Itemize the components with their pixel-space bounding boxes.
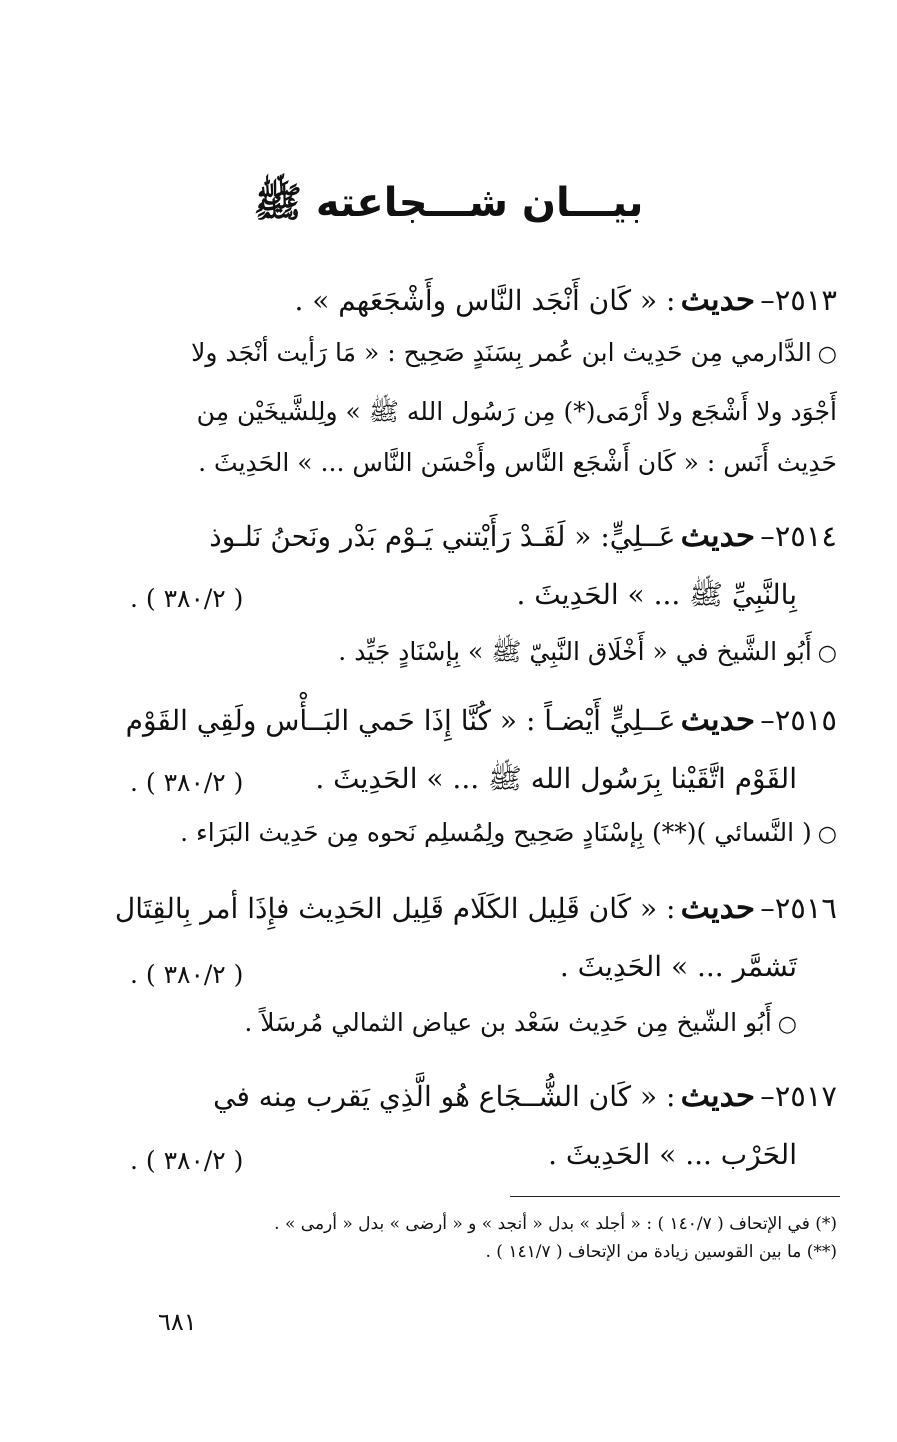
source-reference: ( ٣٨٠/٢ ) . — [130, 1146, 244, 1175]
commentary-line: ○الدَّارمي مِن حَدِيث ابن عُمر بِسَنَدٍ صَحِيح : « مَا رَأيت أنْجَد ولا — [191, 338, 837, 367]
hadith-text-continued: الحَرْب ... » الحَدِيثَ . — [548, 1138, 797, 1171]
hadith-entry-2516 — [114, 890, 837, 926]
footnote-divider — [510, 1196, 840, 1197]
commentary-line: ○أَبُو الشَّيخ في « أَخْلَاق النَّبِيّ ﷺ » بِإسْنَادٍ جَيِّد . — [338, 637, 837, 666]
hadith-keyword: حديث — [680, 702, 756, 738]
hadith-entry-2514 — [127, 518, 837, 554]
source-reference: ( ٣٨٠/٢ ) . — [130, 584, 244, 613]
commentary-line: ○( النَّسائي )(**) بِإسْنَادٍ صَحِيح ولِمُسلِم نَحوه مِن حَدِيث البَرَاء . — [180, 818, 837, 847]
circle-bullet-icon: ○ — [777, 1012, 797, 1037]
hadith-text-continued: تَشمَّر ... » الحَدِيثَ . — [559, 950, 797, 983]
footnote-1: (*) في الإتحاف ( ١٤٠/٧ ) : « أجلد » بدل « أنجد » و « أرضى » بدل « أرمى » . — [274, 1214, 837, 1234]
page-number: ٦٨١ — [158, 1308, 197, 1336]
commentary-line: حَدِيث أَنَس : « كَان أَشْجَع النَّاس وأَحْسَن النَّاس ... » الحَدِيثَ . — [198, 448, 837, 477]
source-reference: ( ٣٨٠/٢ ) . — [130, 768, 244, 797]
hadith-entry-2517 — [127, 1078, 837, 1114]
hadith-keyword: حديث — [680, 282, 756, 318]
hadith-text: : « كَان الشُّــجَاع هُو الَّذِي يَقرب مِنه في — [213, 1080, 676, 1113]
source-reference: ( ٣٨٠/٢ ) . — [130, 960, 244, 989]
hadith-text-continued: القَوْم اتَّقَيْنا بِرَسُول الله ﷺ ... » الحَدِيثَ . — [315, 762, 797, 795]
hadith-text-continued: بِالنَّبِيِّ ﷺ ... » الحَدِيثَ . — [516, 578, 797, 611]
circle-bullet-icon: ○ — [817, 342, 837, 367]
hadith-text: عَــلِيٍّ: « لَقَـدْ رَأَيْتني يَـوْم بَدْر ونَحنُ نَلـوذ — [209, 520, 676, 553]
footnote-2: (**) ما بين القوسين زيادة من الإتحاف ( ١٤١/٧ ) . — [485, 1242, 837, 1262]
hadith-number: ٢٥١٤– — [760, 519, 837, 553]
hadith-number: ٢٥١٣– — [760, 283, 837, 317]
hadith-keyword: حديث — [680, 890, 756, 926]
hadith-number: ٢٥١٧– — [760, 1079, 837, 1113]
chapter-title: بيـــان شـــجاعته ﷺ — [253, 180, 644, 226]
hadith-text: عَــلِيٍّ أَيْضـاً : « كُنَّا إِذَا حَمي البَــأْس ولَقِي القَوْم — [125, 704, 676, 737]
hadith-keyword: حديث — [680, 518, 756, 554]
hadith-keyword: حديث — [680, 1078, 756, 1114]
hadith-text: : « كَان قَلِيل الكَلَام قَلِيل الحَدِيث فإِذَا أمر بِالقِتَال — [114, 892, 676, 925]
hadith-entry-2513 — [127, 282, 837, 318]
hadith-text: : « كَان أَنْجَد النَّاس وأَشْجَعَهم » . — [294, 284, 676, 317]
circle-bullet-icon: ○ — [817, 641, 837, 666]
hadith-number: ٢٥١٥– — [760, 703, 837, 737]
circle-bullet-icon: ○ — [817, 822, 837, 847]
commentary-line: ○أَبُو الشّيخ مِن حَدِيث سَعْد بن عياض الثمالي مُرسَلاً . — [244, 1008, 797, 1037]
commentary-line: أَجْوَد ولا أَشْجَع ولا أَرْمَى(*) مِن رَسُول الله ﷺ » ولِلشَّيخَيْن مِن — [196, 397, 837, 426]
hadith-entry-2515 — [127, 702, 837, 738]
hadith-number: ٢٥١٦– — [760, 891, 837, 925]
